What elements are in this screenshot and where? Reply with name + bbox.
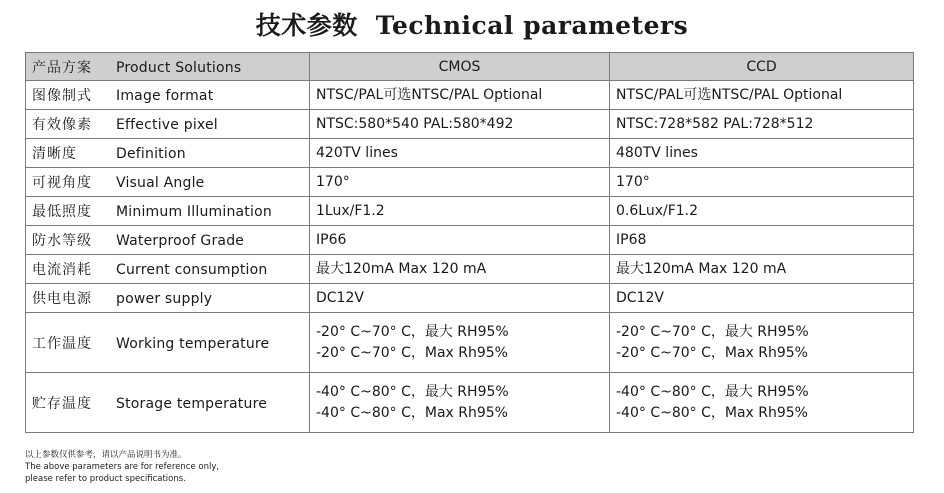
row-label-en: Visual Angle xyxy=(116,175,205,191)
table-row xyxy=(26,110,914,139)
table-row xyxy=(26,168,914,197)
row-ccd-cell xyxy=(610,313,914,373)
ccd-value: 0.6Lux/F1.2 xyxy=(616,202,699,219)
cmos-value: NTSC/PAL可选NTSC/PAL Optional xyxy=(316,86,543,103)
footnote xyxy=(25,449,219,485)
footnote-zh: 以上参数仅供参考，请以产品说明书为准。 xyxy=(25,450,187,460)
cmos-value: -40° C~80° C，Max Rh95% xyxy=(316,404,508,421)
row-label-zh: 清晰度 xyxy=(32,146,77,162)
header-label-en: Product Solutions xyxy=(116,59,242,76)
ccd-value: 480TV lines xyxy=(616,144,698,161)
row-cmos-cell xyxy=(310,313,610,373)
row-label-en: Waterproof Grade xyxy=(116,233,245,249)
row-label-en: Image format xyxy=(116,88,214,104)
row-label-en: Effective pixel xyxy=(116,117,218,133)
title-en: Technical parameters xyxy=(375,11,689,40)
row-cmos-cell xyxy=(310,255,610,284)
row-label-cell xyxy=(26,255,310,284)
row-label-zh: 有效像素 xyxy=(32,117,92,133)
page-title xyxy=(0,6,944,42)
cmos-value: -20° C~70° C，Max Rh95% xyxy=(316,344,508,361)
row-label-zh: 贮存温度 xyxy=(32,395,92,412)
row-cmos-cell xyxy=(310,81,610,110)
row-ccd-cell xyxy=(610,373,914,433)
row-cmos-cell xyxy=(310,110,610,139)
ccd-value: NTSC/PAL可选NTSC/PAL Optional xyxy=(616,86,843,103)
title-zh: 技术参数 xyxy=(255,11,358,40)
row-label-zh: 工作温度 xyxy=(32,335,92,352)
row-ccd-cell xyxy=(610,197,914,226)
ccd-value: -40° C~80° C，Max Rh95% xyxy=(616,404,808,421)
row-label-cell xyxy=(26,226,310,255)
row-cmos-cell xyxy=(310,373,610,433)
cmos-value: NTSC:580*540 PAL:580*492 xyxy=(316,115,514,132)
row-label-cell xyxy=(26,168,310,197)
row-label-cell xyxy=(26,81,310,110)
row-label-en: Storage temperature xyxy=(116,395,268,412)
row-label-cell xyxy=(26,197,310,226)
row-cmos-cell xyxy=(310,226,610,255)
row-ccd-cell xyxy=(610,255,914,284)
ccd-value: IP68 xyxy=(616,231,647,248)
row-label-en: Current consumption xyxy=(116,262,268,278)
row-label-zh: 图像制式 xyxy=(32,88,92,104)
table-row xyxy=(26,81,914,110)
row-ccd-cell xyxy=(610,168,914,197)
table-row xyxy=(26,197,914,226)
ccd-value: -40° C~80° C，最大 RH95% xyxy=(616,383,809,400)
cmos-value: 1Lux/F1.2 xyxy=(316,202,385,219)
row-label-zh: 电流消耗 xyxy=(32,262,92,278)
ccd-value: 170° xyxy=(616,173,650,190)
table-row xyxy=(26,139,914,168)
cmos-value: 420TV lines xyxy=(316,144,398,161)
row-label-cell xyxy=(26,373,310,433)
cmos-value: 170° xyxy=(316,173,350,190)
ccd-value: DC12V xyxy=(616,289,664,306)
row-cmos-cell xyxy=(310,139,610,168)
row-label-cell xyxy=(26,313,310,373)
row-cmos-cell xyxy=(310,168,610,197)
row-cmos-cell xyxy=(310,284,610,313)
table-row xyxy=(26,373,914,433)
row-label-en: Working temperature xyxy=(116,335,270,352)
header-label-zh: 产品方案 xyxy=(32,59,92,76)
table-row xyxy=(26,284,914,313)
header-ccd: CCD xyxy=(610,53,914,81)
row-ccd-cell xyxy=(610,81,914,110)
footnote-en-2: please refer to product specifications. xyxy=(25,474,186,484)
table-row xyxy=(26,226,914,255)
ccd-value: 最大120mA Max 120 mA xyxy=(616,260,787,277)
row-cmos-cell xyxy=(310,197,610,226)
table-header-row xyxy=(26,53,914,81)
row-ccd-cell xyxy=(610,139,914,168)
row-label-zh: 防水等级 xyxy=(32,233,92,249)
footnote-en-1: The above parameters are for reference only, xyxy=(25,462,220,472)
cmos-value: IP66 xyxy=(316,231,347,248)
cmos-value: 最大120mA Max 120 mA xyxy=(316,260,487,277)
row-label-cell xyxy=(26,139,310,168)
ccd-value: NTSC:728*582 PAL:728*512 xyxy=(616,115,814,132)
cmos-value: DC12V xyxy=(316,289,364,306)
row-label-zh: 供电电源 xyxy=(32,291,92,307)
row-label-zh: 最低照度 xyxy=(32,204,92,220)
row-ccd-cell xyxy=(610,110,914,139)
ccd-value: -20° C~70° C，最大 RH95% xyxy=(616,323,809,340)
row-label-cell xyxy=(26,284,310,313)
row-label-en: Minimum Illumination xyxy=(116,204,272,220)
cmos-value: -20° C~70° C，最大 RH95% xyxy=(316,323,509,340)
row-ccd-cell xyxy=(610,226,914,255)
row-label-cell xyxy=(26,110,310,139)
table-row xyxy=(26,313,914,373)
table-row xyxy=(26,255,914,284)
row-label-en: power supply xyxy=(116,291,213,307)
cmos-value: -40° C~80° C，最大 RH95% xyxy=(316,383,509,400)
row-label-zh: 可视角度 xyxy=(32,175,92,191)
parameters-table xyxy=(25,52,914,433)
header-label-cell xyxy=(26,53,310,81)
row-label-en: Definition xyxy=(116,146,186,162)
header-cmos: CMOS xyxy=(310,53,610,81)
ccd-value: -20° C~70° C，Max Rh95% xyxy=(616,344,808,361)
row-ccd-cell xyxy=(610,284,914,313)
